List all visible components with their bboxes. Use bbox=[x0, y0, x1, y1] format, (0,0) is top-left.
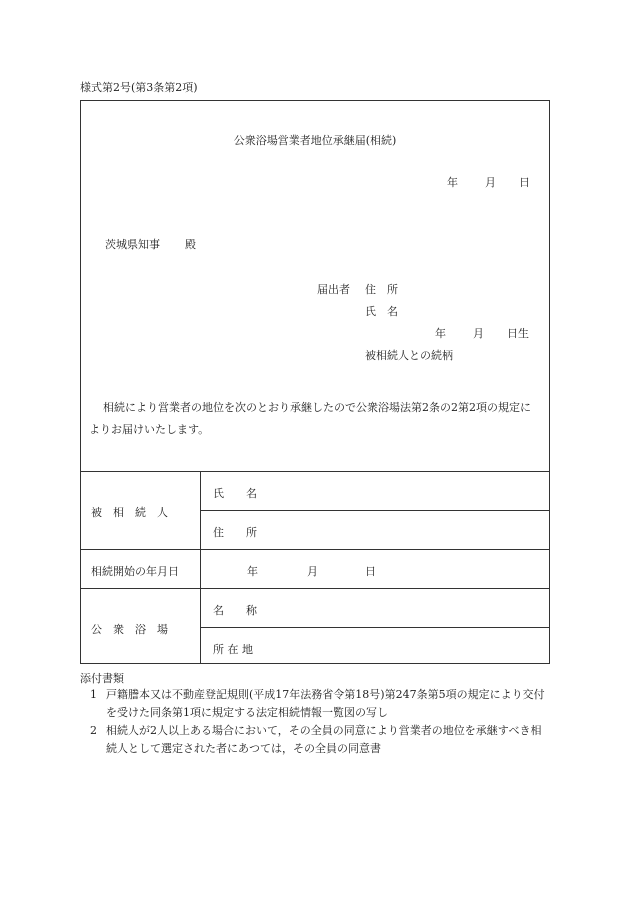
attachment-number: 2 bbox=[90, 724, 97, 737]
decedent-name-label: 氏 名 bbox=[213, 487, 257, 500]
form-number: 様式第2号(第3条第2項) bbox=[80, 81, 198, 94]
document-title: 公衆浴場営業者地位承継届(相続) bbox=[233, 134, 397, 147]
birth-day-label: 日生 bbox=[507, 327, 529, 340]
notifier-label: 届出者 bbox=[317, 283, 350, 296]
decedent-divider bbox=[200, 510, 550, 511]
attachments-title: 添付書類 bbox=[80, 672, 124, 685]
table-column-line bbox=[200, 471, 201, 664]
addressee-name: 茨城県知事 bbox=[105, 238, 160, 251]
bathhouse-top-line bbox=[81, 588, 550, 589]
bathhouse-name-label: 名 称 bbox=[213, 604, 257, 617]
date-month-label: 月 bbox=[485, 176, 496, 189]
bathhouse-label: 公 衆 浴 場 bbox=[91, 623, 168, 636]
notifier-address-label: 住 所 bbox=[365, 283, 398, 296]
addressee-honorific: 殿 bbox=[185, 238, 196, 251]
attachment-number: 1 bbox=[90, 688, 97, 701]
birth-year-label: 年 bbox=[435, 327, 446, 340]
attachment-text: 相続人が2人以上ある場合において，その全員の同意により営業者の地位を承継すべき相続人として選定された者にあつては，その全員の同意書 bbox=[106, 724, 542, 755]
inheritance-year-label: 年 bbox=[247, 565, 258, 578]
bathhouse-location-label: 所 在 地 bbox=[213, 643, 253, 656]
date-year-label: 年 bbox=[447, 176, 458, 189]
decedent-address-label: 住 所 bbox=[213, 526, 257, 539]
inheritance-day-label: 日 bbox=[365, 565, 376, 578]
date-day-label: 日 bbox=[519, 176, 530, 189]
inheritance-top-line bbox=[81, 549, 550, 550]
notifier-name-label: 氏 名 bbox=[365, 305, 398, 318]
attachment-text: 戸籍謄本又は不動産登記規則(平成17年法務省令第18号)第247条第5項の規定により交付を受けた同条第1項に規定する法定相続情報一覧図の写し bbox=[106, 688, 545, 719]
decedent-label: 被 相 続 人 bbox=[91, 506, 168, 519]
inheritance-start-label: 相続開始の年月日 bbox=[91, 565, 179, 578]
inheritance-month-label: 月 bbox=[307, 565, 318, 578]
table-top-line bbox=[81, 471, 550, 472]
bathhouse-divider bbox=[200, 627, 550, 628]
birth-month-label: 月 bbox=[473, 327, 484, 340]
body-text: 相続により営業者の地位を次のとおり承継したので公衆浴場法第2条の2第2項の規定によりお届けいたします。 bbox=[89, 401, 531, 436]
relationship-label: 被相続人との続柄 bbox=[365, 349, 453, 362]
form-frame bbox=[80, 100, 550, 664]
